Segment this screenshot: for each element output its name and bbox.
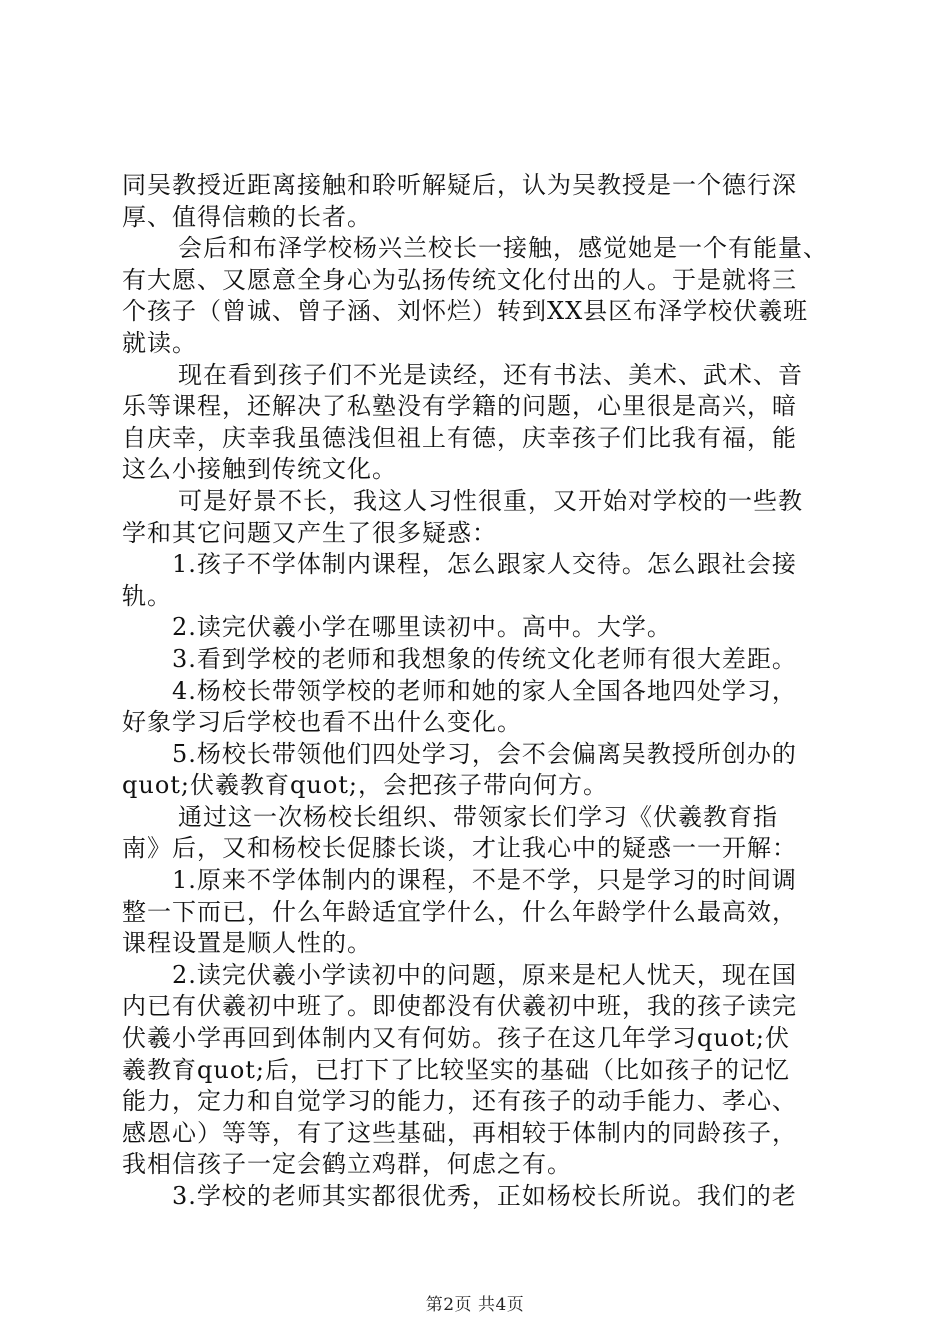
text-line: 个孩子（曾诚、曾子涵、刘怀烂）转到XX县区布泽学校伏羲班 <box>122 297 809 326</box>
text-line: 同吴教授近距离接触和聆听解疑后，认为吴教授是一个德行深 <box>122 171 797 199</box>
text-line: 2.读完伏羲小学读初中的问题，原来是杞人忧天，现在国 <box>172 960 797 989</box>
text-line: 通过这一次杨校长组织、带领家长们学习《伏羲教育指 <box>178 802 778 831</box>
text-line: 感恩心）等等，有了这些基础，再相较于体制内的同龄孩子， <box>122 1118 797 1147</box>
text-line: 乐等课程，还解决了私塾没有学籍的问题，心里很是高兴，暗 <box>122 392 797 421</box>
text-line: 伏羲小学再回到体制内又有何妨。孩子在这几年学习quot;伏 <box>122 1024 790 1053</box>
text-line: 课程设置是顺人性的。 <box>122 929 372 958</box>
text-line: 轨。 <box>122 581 172 610</box>
text-line: 厚、值得信赖的长者。 <box>122 202 372 231</box>
text-line: 整一下而已，什么年龄适宜学什么，什么年龄学什么最高效， <box>122 897 797 926</box>
text-line: 3.看到学校的老师和我想象的传统文化老师有很大差距。 <box>172 644 797 673</box>
text-line: 会后和布泽学校杨兴兰校长一接触，感觉她是一个有能量、 <box>178 234 828 263</box>
text-line: 羲教育quot;后，已打下了比较坚实的基础（比如孩子的记忆 <box>122 1055 790 1084</box>
text-line: 内已有伏羲初中班了。即使都没有伏羲初中班，我的孩子读完 <box>122 992 797 1021</box>
text-line: 学和其它问题又产生了很多疑惑： <box>122 518 497 547</box>
text-line: 1.原来不学体制内的课程，不是不学，只是学习的时间调 <box>172 866 797 895</box>
text-line: 有大愿、又愿意全身心为弘扬传统文化付出的人。于是就将三 <box>122 265 797 294</box>
text-line: 1.孩子不学体制内课程，怎么跟家人交待。怎么跟社会接 <box>172 550 797 579</box>
text-line: 好象学习后学校也看不出什么变化。 <box>122 708 522 737</box>
text-line: 3.学校的老师其实都很优秀，正如杨校长所说。我们的老 <box>172 1182 797 1210</box>
text-line: 2.读完伏羲小学在哪里读初中。高中。大学。 <box>172 613 672 642</box>
text-line: 我相信孩子一定会鹤立鸡群，何虑之有。 <box>122 1150 572 1179</box>
text-line: 可是好景不长，我这人习性很重，又开始对学校的一些教 <box>178 486 803 515</box>
text-line: 4.杨校长带领学校的老师和她的家人全国各地四处学习， <box>172 676 797 705</box>
text-line: 能力，定力和自觉学习的能力，还有孩子的动手能力、孝心、 <box>122 1087 797 1116</box>
document-body <box>122 170 842 1213</box>
text-line: quot;伏羲教育quot;，会把孩子带向何方。 <box>122 771 608 800</box>
text-line: 这么小接触到传统文化。 <box>122 455 397 484</box>
text-line: 南》后，又和杨校长促膝长谈，才让我心中的疑惑一一开解： <box>122 834 797 863</box>
text-line: 5.杨校长带领他们四处学习，会不会偏离吴教授所创办的 <box>172 739 797 768</box>
page-number-footer: 第2页 共4页 <box>425 1295 525 1315</box>
text-line: 自庆幸，庆幸我虽德浅但祖上有德，庆幸孩子们比我有福，能 <box>122 423 797 452</box>
text-line: 现在看到孩子们不光是读经，还有书法、美术、武术、音 <box>178 360 803 389</box>
text-line: 就读。 <box>122 328 197 357</box>
